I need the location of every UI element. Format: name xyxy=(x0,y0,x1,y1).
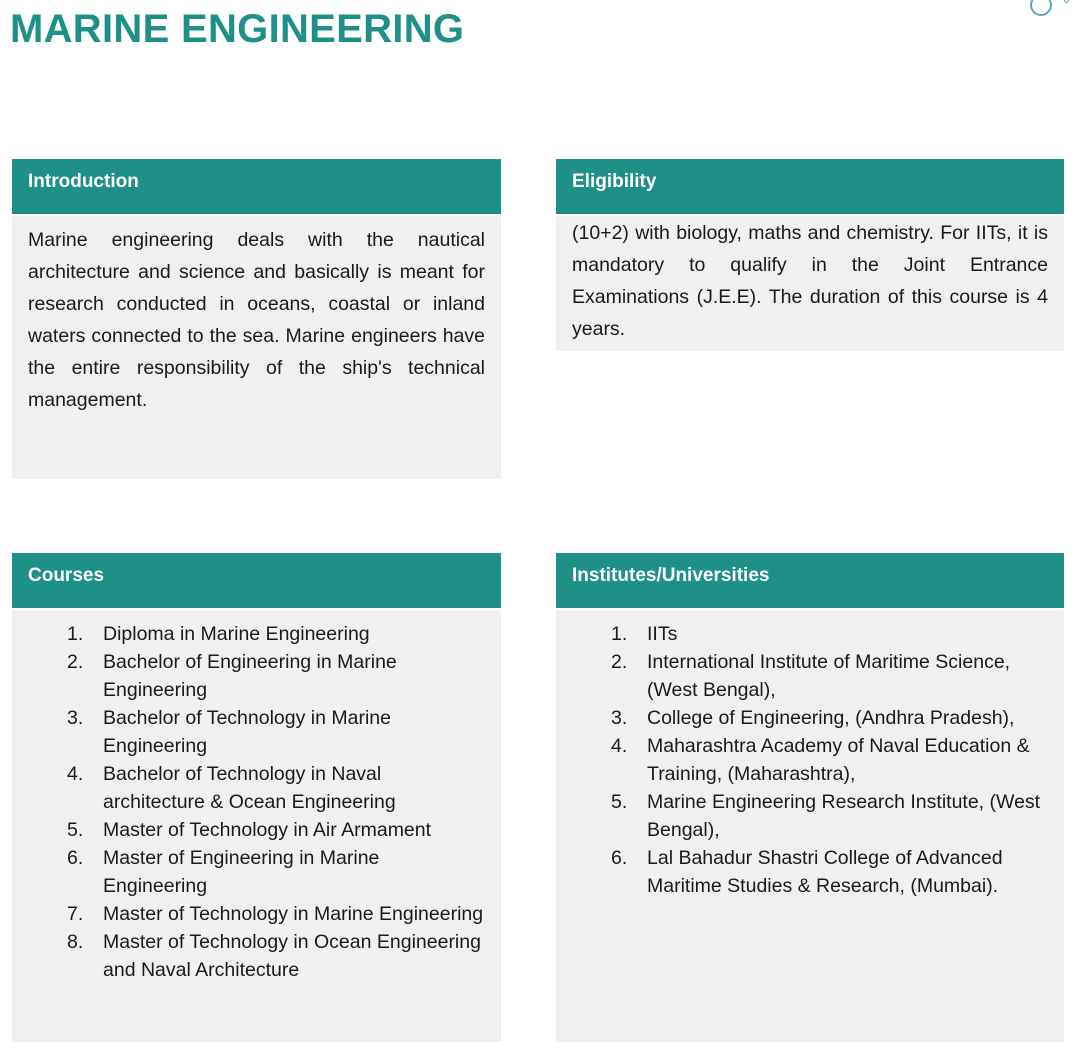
courses-body xyxy=(12,610,501,984)
institutes-list xyxy=(556,610,1064,900)
courses-card xyxy=(12,553,501,1042)
page-title: MARINE ENGINEERING xyxy=(10,7,465,51)
list-number: 4. xyxy=(611,735,628,757)
list-number: 3. xyxy=(67,707,84,729)
eligibility-body xyxy=(556,216,1064,345)
list-item-text: Master of Engineering in Marine Engineering xyxy=(103,847,380,897)
list-item xyxy=(556,648,1048,704)
list-item-text: Lal Bahadur Shastri College of Advanced Maritime Studies & Research, (Mumbai). xyxy=(647,847,1003,897)
introduction-card xyxy=(12,159,501,479)
list-number: 7. xyxy=(67,903,84,925)
courses-heading: Courses xyxy=(12,553,501,610)
list-item xyxy=(12,844,485,900)
list-number: 8. xyxy=(67,931,84,953)
list-item-text: Bachelor of Technology in Naval architecture & Ocean Engineering xyxy=(103,763,396,813)
list-item-text: Master of Technology in Ocean Engineering and Naval Architecture xyxy=(103,931,481,981)
introduction-text: Marine engineering deals with the nautical architecture and science and basically is meant for research conducted in oceans, coastal or inland waters connected to the sea. Marine engineers have the entire responsibility of the ship's technical management. xyxy=(28,229,485,411)
decorative-dot-icon xyxy=(1064,0,1069,3)
list-item xyxy=(12,648,485,704)
courses-list xyxy=(12,610,501,984)
list-item-text: Diploma in Marine Engineering xyxy=(103,623,370,645)
list-item-text: Bachelor of Engineering in Marine Engineering xyxy=(103,651,397,701)
list-item-text: International Institute of Maritime Science, (West Bengal), xyxy=(647,651,1011,701)
list-item xyxy=(12,928,485,984)
introduction-body xyxy=(12,216,501,416)
list-item-text: Master of Technology in Air Armament xyxy=(103,819,432,841)
list-number: 2. xyxy=(67,651,84,673)
list-item-text: College of Engineering, (Andhra Pradesh), xyxy=(647,707,1015,729)
introduction-heading: Introduction xyxy=(12,159,501,216)
list-number: 1. xyxy=(611,623,628,645)
institutes-card xyxy=(556,553,1064,1042)
list-item xyxy=(12,760,485,816)
list-item xyxy=(556,844,1048,900)
institutes-heading: Institutes/Universities xyxy=(556,553,1064,610)
list-number: 6. xyxy=(611,847,628,869)
list-number: 1. xyxy=(67,623,84,645)
list-item xyxy=(556,732,1048,788)
list-item xyxy=(556,620,1048,648)
list-number: 3. xyxy=(611,707,628,729)
list-number: 5. xyxy=(611,791,628,813)
list-item-text: IITs xyxy=(647,623,678,645)
list-item xyxy=(12,704,485,760)
list-item-text: Master of Technology in Marine Engineering xyxy=(103,903,484,925)
list-number: 4. xyxy=(67,763,84,785)
list-item xyxy=(556,704,1048,732)
list-item xyxy=(556,788,1048,844)
list-item xyxy=(12,620,485,648)
list-number: 2. xyxy=(611,651,628,673)
list-item xyxy=(12,900,485,928)
eligibility-heading: Eligibility xyxy=(556,159,1064,216)
list-number: 6. xyxy=(67,847,84,869)
list-number: 5. xyxy=(67,819,84,841)
list-item-text: Marine Engineering Research Institute, (West Bengal), xyxy=(647,791,1041,841)
decorative-ring-icon xyxy=(1030,0,1052,16)
eligibility-card xyxy=(556,159,1064,351)
eligibility-text: (10+2) with biology, maths and chemistry. For IITs, it is mandatory to qualify in the Joint Entrance Examinations (J.E.E). The duration of this course is 4 years. xyxy=(572,222,1048,340)
list-item-text: Bachelor of Technology in Marine Engineering xyxy=(103,707,391,757)
list-item xyxy=(12,816,485,844)
institutes-body xyxy=(556,610,1064,900)
list-item-text: Maharashtra Academy of Naval Education & Training, (Maharashtra), xyxy=(647,735,1030,785)
